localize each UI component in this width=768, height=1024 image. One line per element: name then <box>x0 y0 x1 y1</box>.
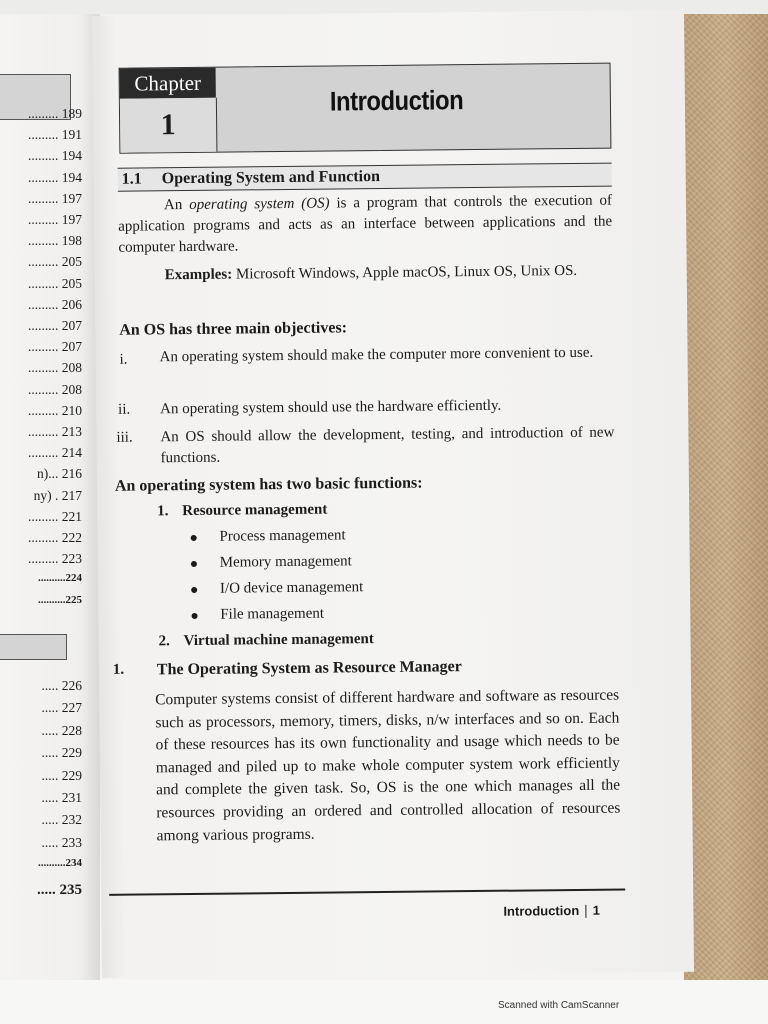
toc-header-box-2 <box>0 634 67 660</box>
intro-text-start: An <box>163 196 190 214</box>
toc-entry: ......... 207 <box>28 339 82 355</box>
toc-entry: ......... 208 <box>28 360 82 376</box>
toc-entry: ......... 206 <box>28 296 82 312</box>
toc-entry: ......... 197 <box>28 212 82 227</box>
toc-entry: ......... 207 <box>28 318 82 333</box>
footer-title: Introduction <box>503 902 580 919</box>
toc-entry: ..... 231 <box>41 790 82 805</box>
function-2-marker: 2. <box>158 633 170 650</box>
objective-marker-1: i. <box>119 351 128 368</box>
resource-manager-heading: The Operating System as Resource Manager <box>156 658 462 679</box>
section-title: Operating System and Function <box>161 167 381 188</box>
toc-entry: ......... 194 <box>28 169 82 185</box>
bullet-text-4: File management <box>220 605 325 623</box>
bullet-text-1: Process management <box>219 527 346 545</box>
page-number: 1 <box>592 902 601 918</box>
toc-entry: ny) . 217 <box>33 487 82 503</box>
chapter-title: Introduction <box>329 85 464 117</box>
intro-text-end: is a program that controls the execution of application programs and acts as an interface between applications and the computer hardware. <box>118 192 613 256</box>
toc-entry: ..... 229 <box>41 767 82 783</box>
section-number: 1.1 <box>121 170 142 188</box>
objectives-heading: An OS has three main objectives: <box>119 319 348 339</box>
toc-entry: ..... 233 <box>41 834 82 850</box>
bullet-dot-1: ● <box>189 530 199 547</box>
objective-text-1: An operating system should make the computer more convenient to use. <box>159 344 594 366</box>
toc-entry: ......... 210 <box>28 402 82 418</box>
bullet-dot-4: ● <box>190 608 199 625</box>
toc-entry: ..........225 <box>38 593 82 606</box>
chapter-header <box>119 63 612 154</box>
toc-entry: ..... 226 <box>41 678 82 693</box>
toc-entry: ......... 221 <box>28 508 82 524</box>
resource-manager-marker: 1. <box>112 661 125 678</box>
footer-rule <box>109 888 625 895</box>
toc-entry: ..........224 <box>38 572 82 585</box>
background-fabric <box>684 14 768 980</box>
bullet-dot-2: ● <box>189 556 199 573</box>
function-2 <box>158 631 373 650</box>
function-2-label: Virtual machine management <box>183 631 374 650</box>
left-page-toc <box>0 14 100 980</box>
background-bottom <box>0 980 768 1024</box>
resource-manager-paragraph: Computer systems consist of different hardware and software as resources such as processors, memory, timers, disks, n/w interfaces and so on. Each of these resources has its own functionality and usage which needs to be managed and piled up to make whole computer system work efficiently and complete the given task. So, OS is the one which manages all the resources providing an ordered and controlled allocation of resources among various programs. <box>155 686 621 844</box>
toc-entry: ..... 229 <box>41 745 82 761</box>
objective-text-3: An OS should allow the development, testing, and introduction of new functions. <box>160 424 615 467</box>
toc-entry: ......... 205 <box>28 254 82 270</box>
bullet-text-3: I/O device management <box>219 579 364 597</box>
toc-entry: ..... 235 <box>37 882 82 898</box>
scanner-watermark: Scanned with CamScanner <box>498 1000 620 1011</box>
objective-marker-2: ii. <box>118 401 131 418</box>
toc-entry: ......... 222 <box>28 530 82 545</box>
toc-entry: ......... 198 <box>28 233 82 249</box>
function-1-label: Resource management <box>182 501 328 520</box>
toc-entry: ......... 208 <box>28 381 82 397</box>
chapter-number: 1 <box>120 98 218 153</box>
toc-entry: ......... 205 <box>28 275 82 291</box>
toc-entry: ..... 232 <box>41 812 82 828</box>
book-page <box>92 10 694 978</box>
intro-term: operating system (OS) <box>189 195 330 213</box>
functions-heading: An operating system has two basic functions: <box>114 474 423 495</box>
toc-entry: ......... 213 <box>28 424 82 439</box>
function-1 <box>157 502 327 521</box>
objective-text-2: An operating system should use the hardware efficiently. <box>160 397 502 418</box>
toc-entry: ......... 214 <box>28 445 82 461</box>
toc-entry: ......... 189 <box>28 106 82 121</box>
toc-entry: ......... 223 <box>28 551 82 567</box>
toc-entry: ..... 228 <box>41 722 82 738</box>
bullet-dot-3: ● <box>189 582 199 599</box>
page-footer <box>503 903 600 919</box>
toc-entry: ......... 197 <box>28 190 82 206</box>
footer-separator <box>585 905 587 918</box>
toc-entry: n)... 216 <box>37 466 82 482</box>
chapter-label: Chapter <box>120 68 216 99</box>
examples-text: Microsoft Windows, Apple macOS, Linux OS, Unix OS. <box>232 262 578 283</box>
examples-paragraph <box>119 261 613 287</box>
examples-label: Examples: <box>164 266 233 284</box>
bullet-text-2: Memory management <box>219 553 352 571</box>
intro-paragraph <box>118 191 613 259</box>
toc-entry: ......... 191 <box>28 127 82 143</box>
section-heading <box>118 163 612 192</box>
toc-entry: ..... 227 <box>41 700 82 716</box>
objective-marker-3: iii. <box>116 429 133 446</box>
toc-entry: ..........234 <box>38 857 82 870</box>
toc-entry: ......... 194 <box>28 148 82 164</box>
function-1-marker: 1. <box>157 503 169 520</box>
